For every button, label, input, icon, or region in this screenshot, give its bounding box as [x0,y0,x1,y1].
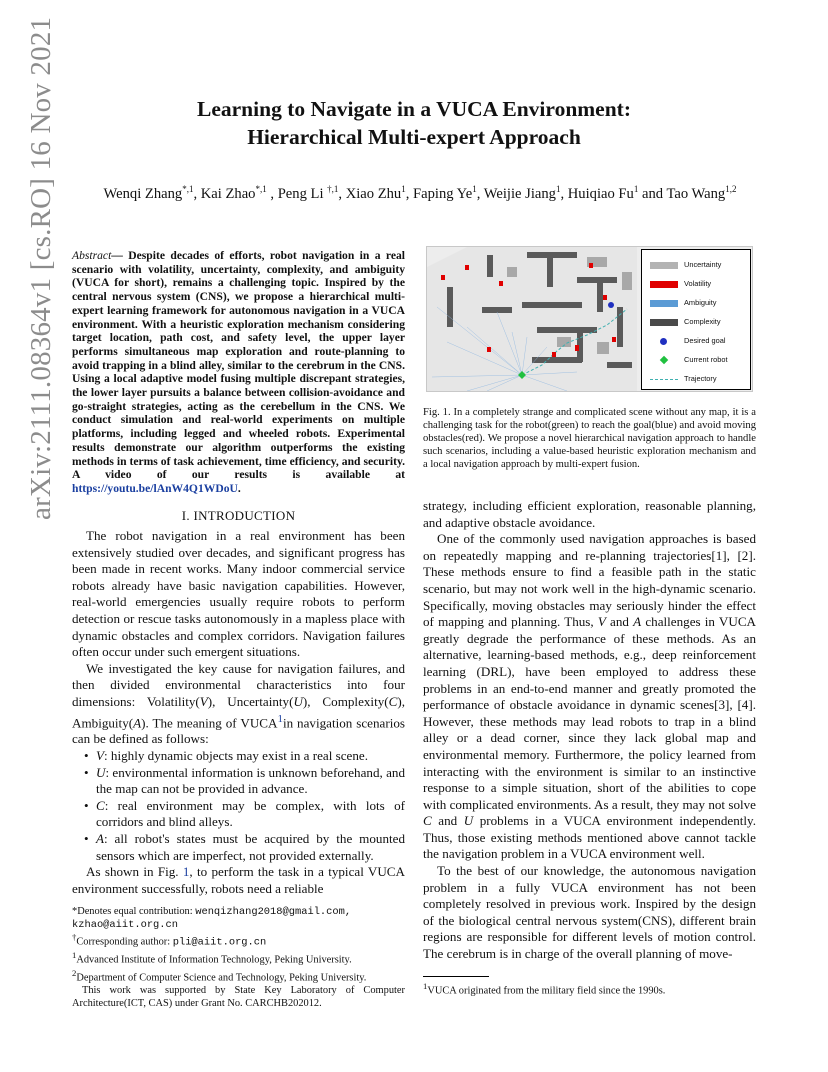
legend-label: Volatility [684,279,712,288]
title-line-2: Hierarchical Multi-expert Approach [247,125,581,149]
author-affiliation-mark: 1 [633,184,639,194]
author-affiliation-mark: 1 [472,184,477,194]
list-key: V [96,748,104,764]
figure-ref-link[interactable]: 1 [182,864,190,880]
legend-swatch [650,262,678,269]
footnote-text: VUCA originated from the military field since the 1990s. [427,985,666,997]
math-a: A [633,614,642,630]
list-text: : all robot's states must be acquired by the mounted sensors which are imperfect, not provided externally. [96,831,405,863]
text-span: and [605,614,634,630]
text-span: , to perform the task in a typical VUCA environment successfully, robots need a reliable [72,864,405,896]
footnote-divider [423,976,489,977]
author-list [40,184,800,203]
left-column-body [72,528,405,897]
legend-swatch [660,356,668,364]
text-span: and [431,813,464,829]
abstract-body: Despite decades of efforts, robot navigation in a real scenario with volatility, uncertainty, complexity, and ambiguity (VUCA for short), remains a challenging topic. Inspired by the central nervous system (CNS), we propose a hierarchical multi-expert learning framework for autonomous navigation in a VUCA environment. With a heuristic exploration mechanism considering target location, path cost, and safety level, the upper layer performs simultaneous map exploration and route-planning to avoid trapping in a blind alley, similar to the cerebrum in the CNS. Using a local adaptive model fusing multiple discrepant strategies, the lower layer pursuits a balance between collision-avoidance and go-straight strategies, acting as the cerebellum in the CNS. We conduct simulation and real-world experiments on multiple platforms, including legged and wheeled robots. Experimental results demonstrate our algorithm outperforms the existing methods in terms of task achievement, time efficiency, and security. A video of our results is available at [72,249,405,482]
legend-label: Desired goal [684,336,726,345]
author-name: Peng Li [277,185,328,202]
list-key: A [96,831,104,847]
email: wenqizhang2018@gmail.com, [195,906,352,918]
legend-swatch [650,300,678,307]
list-text: : environmental information is unknown beforehand, and the map can not be provided in advance. [96,764,405,797]
email: pli@aiit.org.cn [172,936,267,949]
figure-legend [641,249,751,390]
footnote-corresponding [72,931,405,949]
author-separator: , [476,185,484,202]
video-link[interactable]: https://youtu.be/lAnW4Q1WDoU [72,481,238,495]
list-item [72,748,405,765]
right-paragraph-0: strategy, including efficient exploration, reasonable planning, and adaptive obstacle avoidance. [423,498,756,530]
author-separator: , [193,185,201,202]
right-column-body [423,498,756,963]
author-name: Tao Wang [666,185,726,202]
text-span: As shown in Fig. [86,864,183,880]
footnote-mark: † [72,932,77,943]
author-separator: , [266,185,278,202]
footnote-equal [72,906,405,919]
list-key: U [96,764,106,780]
list-item [72,798,405,831]
arxiv-identifier: arXiv:2111.08364v1 [cs.RO] 16 Nov 2021 [25,16,57,520]
footnote-affiliation-1 [72,949,405,967]
paper-title [0,95,828,151]
author-affiliation-mark: 1,2 [725,184,737,194]
list-text: : highly dynamic objects may exist in a real scene. [104,748,368,764]
legend-swatch [650,319,678,326]
footnote-mark: 1 [72,950,77,961]
math-v: V [597,614,606,630]
right-paragraph-1 [423,531,756,863]
math-a: A [133,714,142,730]
section-heading-introduction: I. INTRODUCTION [181,508,296,523]
text-span: We investigated the key cause for navigation failures, and then divided environmental characteristics into four dimensions: Volatility( [72,660,405,709]
author-affiliation-mark: *,1 [182,184,194,194]
author-name: Kai Zhao [200,185,256,202]
footnote-mark[interactable]: 1 [277,712,283,725]
footnote-mark: 2 [72,968,77,979]
author-affiliation-mark: †,1 [327,184,339,194]
legend-item [650,298,746,310]
math-u: U [293,693,303,709]
text-span: Department of Computer Science and Technology, Peking University. [76,972,367,984]
author-separator: , [338,185,346,202]
legend-label: Current robot [684,355,728,364]
author-separator: and [638,185,667,202]
legend-swatch [660,338,667,345]
legend-label: Complexity [684,317,721,326]
legend-label: Uncertainty [684,260,722,269]
legend-swatch [650,379,678,380]
legend-label: Ambiguity [684,298,717,307]
title-line-1: Learning to Navigate in a VUCA Environment: [197,97,631,121]
text-span: ). The meaning of VUCA [141,714,278,730]
list-item [72,831,405,864]
text-span: Advanced Institute of Information Technology, Peking University. [76,954,352,966]
author-name: Huiqiao Fu [567,185,634,202]
author-affiliation-mark: 1 [401,184,406,194]
intro-paragraph-2 [72,661,405,748]
math-u: U [463,813,474,829]
right-paragraph-2: To the best of our knowledge, the autonomous navigation problem in a fully VUCA environment has not been completely resolved in previous work. Inspired by the design of the biological central nervous system(CNS), different brain regions are responsible for different levels of motion control. The cerebrum is in charge of the overall planning of move- [423,863,756,962]
abstract-dash: — [111,249,129,262]
legend-item [650,279,746,291]
math-c: C [388,693,398,709]
right-footnote [423,981,756,996]
author-name: Wenqi Zhang [103,185,183,202]
list-key: C [96,797,105,813]
author-separator: , [560,185,568,202]
legend-item [650,355,746,367]
math-c: C [423,813,432,829]
figure-1-caption: Fig. 1. In a completely strange and complicated scene without any map, it is a challenging task for the robot(green) to reach the goal(blue) and avoid moving obstacles(red). We propose a novel hierarchical navigation approach to handle such scenarios, including a value-based heuristic exploration mechanism and a local navigation approach by multi-expert fusion. [423,407,756,470]
math-v: V [199,693,208,709]
legend-item [650,374,746,386]
text-span: ), Ambiguity( [72,693,405,730]
text-span: One of the commonly used navigation approaches is based on repeatedly mapping and re-planning trajectories[1], [2]. These methods ensure to find a feasible path in the static scenario, but may not work well in the high-dynamic scenario. Specifically, moving obstacles may seriously hinder the effect of mapping and planning. Thus, [423,531,756,630]
intro-paragraph-3 [72,864,405,897]
author-name: Faping Ye [413,185,473,202]
author-name: Xiao Zhu [345,185,402,202]
text-span: Corresponding author: [76,936,173,948]
text-span: problems in a VUCA environment independently. Thus, those existing methods mentioned above cannot tackle the navigation problem in a VUCA environment well. [423,813,756,862]
abstract-end: . [237,481,241,495]
text-span: ), Uncertainty( [207,693,294,709]
legend-label: Trajectory [684,374,717,383]
footnote-mark: 1 [423,981,428,991]
author-name: Weijie Jiang [483,185,556,202]
legend-swatch [650,281,678,288]
legend-item [650,336,746,348]
text-span: ), Complexity( [302,693,389,709]
author-affiliation-mark: 1 [555,184,561,194]
author-affiliation-mark: *,1 [255,184,267,194]
abstract [72,249,405,496]
abstract-lead: Abstract [72,249,112,262]
intro-paragraph-1: The robot navigation in a real environment has been extensively studied over decades, and significant progress has been made in recent works. Many indoor commercial service robots already have basic navigation capabilities. However, real-world emergencies usually require robots to perform detection or rescue tasks autonomously in a mapless place with dynamic obstacles and complex corridors. Navigation failures often occur under such emergent situations. [72,528,405,660]
list-item [72,765,405,798]
legend-item [650,317,746,329]
text-span: *Denotes equal contribution: [72,906,196,917]
left-footnotes [72,906,405,1011]
list-text: : real environment may be complex, with lots of corridors and blind alleys. [96,797,405,830]
vuca-definition-list [72,748,405,864]
legend-item [650,260,746,272]
footnote-affiliation-2 [72,967,405,985]
footnote-support: This work was supported by State Key Laboratory of Computer Architecture(ICT, CAS) under Grant No. CARCHB202012. [72,985,405,1009]
text-span: challenges in VUCA greatly degrade the performance of these methods. As an alternative, learning-based methods, e.g., deep reinforcement learning (DRL), have been employed to address these problems in an end-to-end manner and greatly promoted the performance of obstacle avoidance in dynamic scenes[3], [4]. However, these methods may lead robots to trap in a blind alley or a dead corner, since they lack global map and environmental memory. Furthermore, the policy learned from interacting with the environment is similar to an instinctive response to a simple situation, short of the abilities to cope with complicated environments. As a result, they may not solve [423,614,757,812]
author-separator: , [405,185,414,202]
email: kzhao@aiit.org.cn [72,918,179,931]
text-span: in navigation scenarios can be defined as follows: [72,714,405,747]
